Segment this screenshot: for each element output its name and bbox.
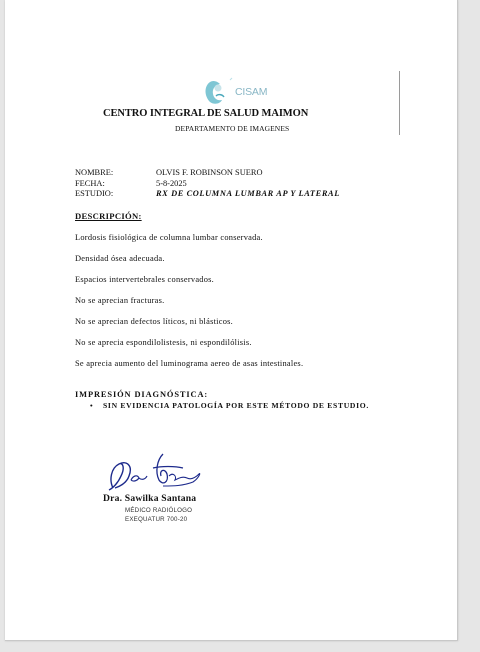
- finding-line: Lordosis fisiológica de columna lumbar conservada.: [75, 233, 263, 242]
- department-name: DEPARTAMENTO DE IMAGENES: [175, 124, 290, 133]
- date-row: [75, 179, 340, 190]
- finding-line: No se aprecian defectos líticos, ni blásticos.: [75, 317, 234, 326]
- study-value: RX DE COLUMNA LUMBAR AP Y LATERAL: [156, 189, 340, 198]
- patient-name-value: OLVIS F. ROBINSON SUERO: [156, 168, 263, 177]
- bullet-icon: •: [90, 401, 94, 410]
- impression-item: [90, 401, 369, 410]
- finding-line: Se aprecia aumento del luminograma aereo de asas intestinales.: [75, 359, 304, 368]
- description-title: DESCRIPCIÓN:: [75, 211, 142, 221]
- patient-name-row: [75, 168, 340, 179]
- scroll-gutter: [460, 0, 480, 652]
- header-divider: [399, 71, 400, 135]
- signature-name: Dra. Sawilka Santana: [103, 493, 197, 504]
- handwritten-signature: [103, 450, 203, 495]
- finding-line: No se aprecia espondilolistesis, ni espondilólisis.: [75, 338, 252, 347]
- finding-line: Densidad ósea adecuada.: [75, 254, 165, 263]
- signature-exequatur: EXEQUATUR 700-20: [125, 516, 188, 523]
- logo-text: CISAM: [235, 86, 268, 98]
- date-label: FECHA:: [75, 178, 105, 188]
- clinic-name: CENTRO INTEGRAL DE SALUD MAIMON: [103, 108, 309, 119]
- study-label: ESTUDIO:: [75, 189, 114, 198]
- date-value: 5-8-2025: [156, 178, 187, 188]
- impression-title: IMPRESIÓN DIAGNÓSTICA:: [75, 390, 209, 399]
- signature-title: MÉDICO RADIÓLOGO: [125, 507, 193, 514]
- document-page: [5, 0, 458, 641]
- study-row: [75, 189, 340, 200]
- finding-line: Espacios intervertebrales conservados.: [75, 275, 215, 284]
- patient-info: [75, 168, 340, 200]
- impression-text: SIN EVIDENCIA PATOLOGÍA POR ESTE MÉTODO DE ESTUDIO.: [103, 401, 369, 410]
- finding-line: No se aprecian fracturas.: [75, 296, 165, 305]
- patient-name-label: NOMBRE:: [75, 168, 114, 177]
